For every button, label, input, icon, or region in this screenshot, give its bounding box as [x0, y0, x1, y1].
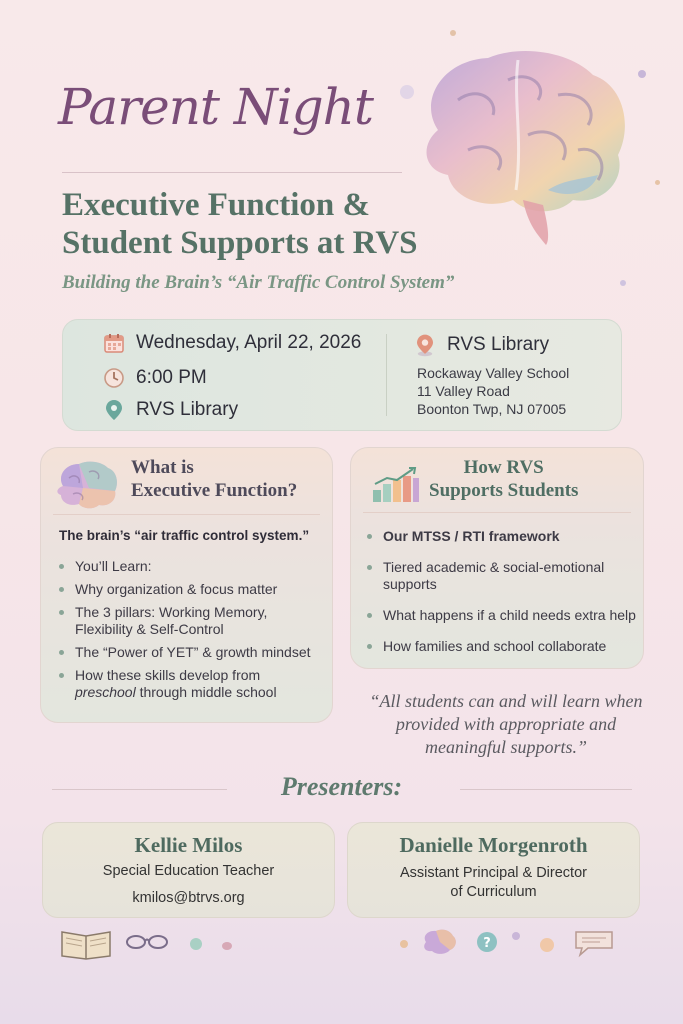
page-title: Parent Night [58, 78, 373, 136]
map-pin-icon [102, 399, 126, 421]
presenter-name: Danielle Morgenroth [399, 833, 588, 857]
event-date-text: Wednesday, April 22, 2026 [136, 332, 362, 353]
event-time-text: 6:00 PM [136, 367, 207, 388]
list-item-text: How these skills develop from [75, 667, 261, 683]
list-item: Tiered academic & social-emotional supports [367, 559, 642, 593]
decor-dot [512, 932, 520, 940]
list-item: Why organization & focus matter [59, 581, 324, 598]
brain-icon [420, 928, 458, 960]
address-line-3: Boonton Twp, NJ 07005 [417, 401, 567, 417]
ef-title-line-2: Executive Function? [131, 480, 298, 501]
svg-text:?: ? [483, 936, 491, 951]
address-line-2: 11 Valley Road [417, 383, 510, 399]
rvs-card-title [429, 456, 578, 502]
rvs-supports-card [350, 447, 644, 669]
event-date [102, 332, 361, 354]
headline-line-2: Student Supports at RVS [62, 225, 418, 261]
rvs-title-line-1: How RVS [463, 457, 544, 478]
location-title-text: RVS Library [447, 334, 550, 355]
list-item: The “Power of YET” & growth mindset [59, 644, 324, 661]
presenter-email[interactable]: kmilos@btrvs.org [132, 890, 245, 906]
ef-title-line-1: What is [131, 457, 194, 478]
bar-chart-icon [371, 466, 421, 508]
speech-bubble-icon [572, 928, 616, 962]
list-item: You’ll Learn: [59, 558, 324, 575]
rvs-topic-list [367, 528, 642, 661]
card-divider [363, 512, 631, 513]
card-divider [53, 514, 320, 515]
presenters-heading: Presenters: [280, 772, 403, 801]
decor-dot [450, 30, 456, 36]
executive-function-card [40, 447, 333, 723]
glasses-icon [124, 930, 170, 956]
list-item-emphasis: preschool [75, 684, 136, 700]
headline-line-1: Executive Function & [62, 187, 370, 223]
brain-icon [53, 458, 121, 518]
location-title [413, 330, 549, 360]
presenter-role-line-2: of Curriculum [450, 884, 537, 900]
decor-dot [620, 280, 626, 286]
list-item-text: through middle school [135, 684, 277, 700]
decor-dot [540, 938, 554, 952]
decor-dot [222, 942, 232, 950]
ef-topic-list [59, 558, 324, 707]
decor-dot [655, 180, 660, 185]
list-item: How families and school collaborate [367, 638, 642, 655]
ef-card-title [131, 456, 297, 502]
list-item [59, 667, 324, 701]
list-item: What happens if a child needs extra help [367, 607, 642, 624]
presenter-name: Kellie Milos [134, 833, 243, 857]
address-line-1: Rockaway Valley School [417, 365, 570, 381]
event-place [102, 399, 238, 421]
motto-quote: “All students can and will learn when provided with appropriate and meaningful supports.” [369, 691, 643, 757]
event-place-text: RVS Library [136, 399, 239, 420]
event-subtitle: Building the Brain’s “Air Traffic Control System” [62, 272, 455, 293]
decor-dot [638, 70, 646, 78]
decor-dot [400, 940, 408, 948]
presenter-role: Special Education Teacher [102, 863, 275, 879]
list-item: Our MTSS / RTI framework [367, 528, 642, 545]
list-item: The 3 pillars: Working Memory, Flexibility & Self-Control [59, 604, 324, 638]
calendar-icon [102, 332, 126, 354]
question-icon [476, 931, 498, 957]
event-time [102, 367, 207, 389]
presenter-card [347, 822, 640, 918]
info-divider [386, 334, 387, 416]
map-pin-icon [413, 330, 437, 360]
ef-card-lead: The brain’s “air traffic control system.” [59, 528, 310, 543]
clock-icon [102, 367, 126, 389]
rvs-title-line-2: Supports Students [429, 480, 579, 501]
decor-dot [190, 938, 202, 950]
presenter-role-line-1: Assistant Principal & Director [400, 865, 587, 881]
title-divider [62, 172, 402, 173]
presenter-card [42, 822, 335, 918]
book-icon [60, 924, 112, 964]
brain-icon [398, 40, 638, 260]
